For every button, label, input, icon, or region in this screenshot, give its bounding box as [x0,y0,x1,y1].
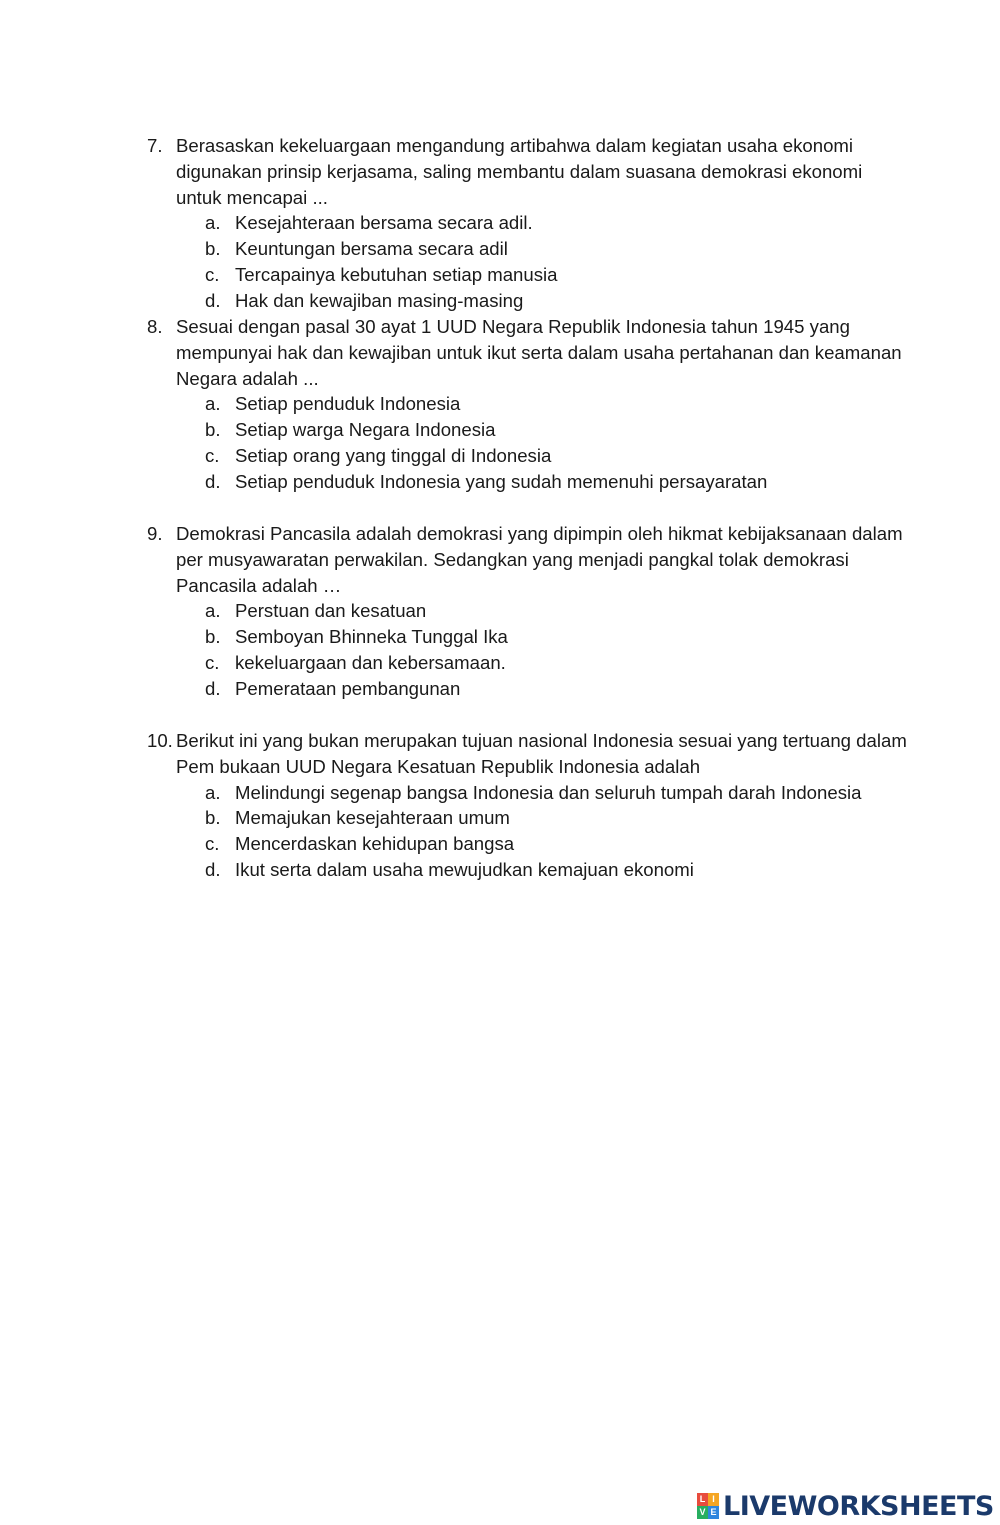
question-stem: Sesuai dengan pasal 30 ayat 1 UUD Negara Republik Indonesia tahun 1945 yang mempunyai hak dan kewajiban untuk ikut serta dalam usaha pertahanan dan keamanan Negara adalah ... [176,316,902,389]
answer-options [147,780,907,883]
liveworksheets-logo[interactable] [697,1490,994,1522]
answer-option-text: Tercapainya kebutuhan setiap manusia [235,263,558,285]
answer-option-b[interactable]: b. Memajukan kesejahteraan umum [205,807,510,829]
question-stem: Demokrasi Pancasila adalah demokrasi yang dipimpin oleh hikmat kebijaksanaan dalam per musyawaratan perwakilan. Sedangkan yang menjadi pangkal tolak demokrasi Pancasila adalah … [176,523,903,596]
answer-option-d[interactable]: d. Setiap penduduk Indonesia yang sudah memenuhi persayaratan [205,470,768,492]
answer-option-text: Setiap warga Negara Indonesia [235,419,496,441]
logo-mark-tile: I [708,1493,719,1506]
answer-option-b[interactable]: b. Semboyan Bhinneka Tunggal Ika [205,626,508,648]
answer-option-d[interactable]: d. Ikut serta dalam usaha mewujudkan kemajuan ekonomi [205,858,694,880]
question-10 [147,728,907,883]
answer-option-text: Ikut serta dalam usaha mewujudkan kemajuan ekonomi [235,858,694,880]
answer-options [147,391,907,494]
question-number: 9. [147,523,163,544]
answer-option-text: Mencerdaskan kehidupan bangsa [235,833,515,855]
answer-option-d[interactable]: d. Pemerataan pembangunan [205,677,461,699]
answer-option-c[interactable]: c. Setiap orang yang tinggal di Indonesia [205,444,552,466]
answer-option-b[interactable]: b. Keuntungan bersama secara adil [205,238,508,260]
answer-option-text: Melindungi segenap bangsa Indonesia dan seluruh tumpah darah Indonesia [235,781,862,803]
answer-option-text: Kesejahteraan bersama secara adil. [235,212,533,234]
question-stem: Berikut ini yang bukan merupakan tujuan nasional Indonesia sesuai yang tertuang dalam Pem bukaan UUD Negara Kesatuan Republik Indonesia adalah [176,730,907,777]
question-stem: Berasaskan kekeluargaan mengandung artibahwa dalam kegiatan usaha ekonomi digunakan prinsip kerjasama, saling membantu dalam suasana demokrasi ekonomi untuk mencapai ... [176,135,863,208]
answer-option-text: Setiap penduduk Indonesia [235,393,461,415]
answer-option-a[interactable]: a. Kesejahteraan bersama secara adil. [205,212,533,234]
logo-mark-tile: L [697,1493,708,1506]
answer-option-a[interactable]: a. Melindungi segenap bangsa Indonesia dan seluruh tumpah darah Indonesia [205,781,862,803]
answer-option-text: Setiap orang yang tinggal di Indonesia [235,444,552,466]
answer-option-text: Hak dan kewajiban masing-masing [235,289,524,311]
answer-option-b[interactable]: b. Setiap warga Negara Indonesia [205,419,496,441]
answer-option-c[interactable]: c. Mencerdaskan kehidupan bangsa [205,833,515,855]
question-number: 10. [147,730,173,751]
answer-option-text: Semboyan Bhinneka Tunggal Ika [235,626,508,648]
answer-option-c[interactable]: c. kekeluargaan dan kebersamaan. [205,651,506,673]
answer-option-d[interactable]: d. Hak dan kewajiban masing-masing [205,289,524,311]
liveworksheets-logo-icon [697,1493,719,1519]
answer-option-a[interactable]: a. Setiap penduduk Indonesia [205,393,461,415]
question-9 [147,521,907,702]
answer-option-text: kekeluargaan dan kebersamaan. [235,651,506,673]
question-7 [147,133,907,314]
question-number: 8. [147,316,163,337]
logo-mark-tile: V [697,1506,708,1519]
logo-wordmark: LIVEWORKSHEETS [723,1490,994,1522]
answer-options [147,210,907,313]
logo-mark-tile: E [708,1506,719,1519]
answer-option-c[interactable]: c. Tercapainya kebutuhan setiap manusia [205,263,558,285]
answer-option-text: Setiap penduduk Indonesia yang sudah memenuhi persayaratan [235,470,768,492]
answer-options [147,598,907,701]
question-number: 7. [147,135,163,156]
answer-option-text: Perstuan dan kesatuan [235,600,427,622]
answer-option-text: Memajukan kesejahteraan umum [235,807,510,829]
answer-option-text: Keuntungan bersama secara adil [235,238,508,260]
question-8 [147,314,907,495]
answer-option-a[interactable]: a. Perstuan dan kesatuan [205,600,427,622]
answer-option-text: Pemerataan pembangunan [235,677,461,699]
